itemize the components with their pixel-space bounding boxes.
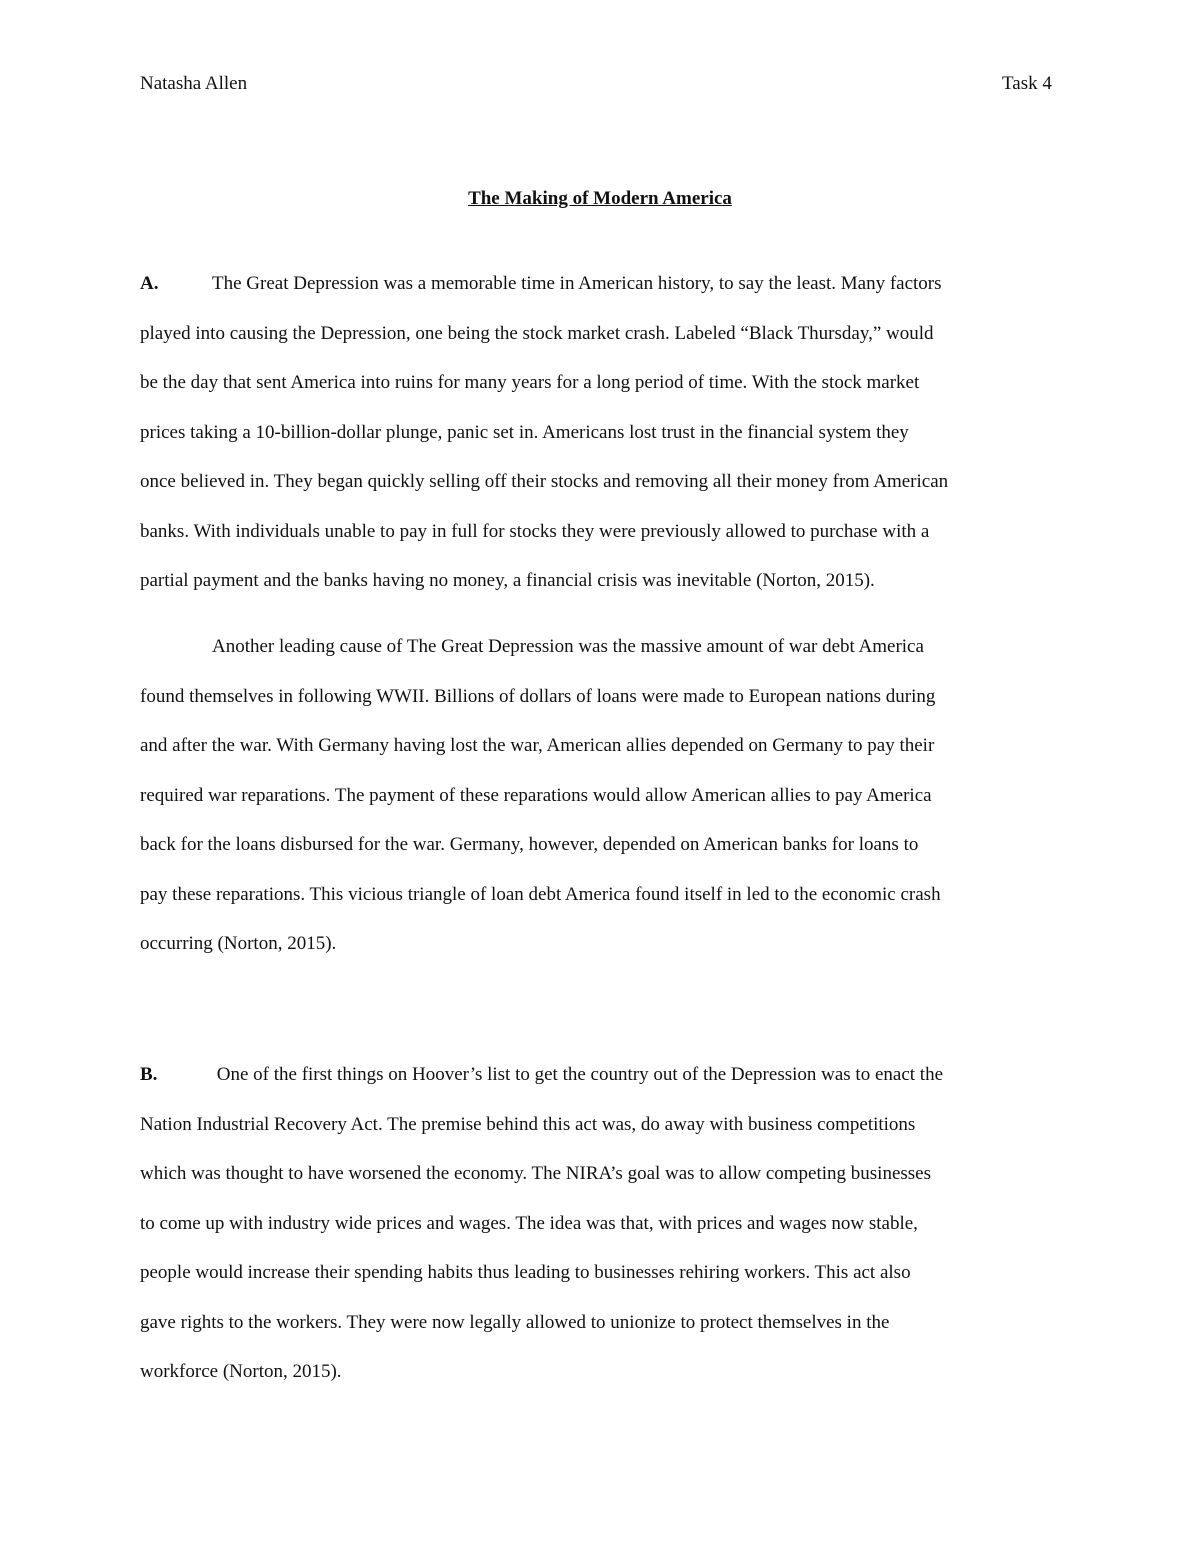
paragraph-line: B. One of the first things on Hoover’s list to get the country out of the Depression was to enact the: [140, 1050, 1060, 1100]
paragraph-line: pay these reparations. This vicious triangle of loan debt America found itself in led to the economic crash: [140, 883, 941, 905]
section-b-paragraph-1: [140, 1050, 1060, 1397]
header-author: Natasha Allen: [140, 73, 248, 94]
section-b-letter: B.: [140, 1064, 158, 1085]
paragraph-line: workforce (Norton, 2015).: [140, 1361, 342, 1382]
paragraph-line: which was thought to have worsened the economy. The NIRA’s goal was to allow competing businesses: [140, 1163, 931, 1184]
paragraph-line: people would increase their spending habits thus leading to businesses rehiring workers. This act also: [140, 1262, 911, 1283]
paragraph-line: Nation Industrial Recovery Act. The premise behind this act was, do away with business competitions: [140, 1113, 916, 1135]
paragraph-line: Another leading cause of The Great Depression was the massive amount of war debt America: [212, 636, 924, 657]
paragraph-line: and after the war. With Germany having lost the war, American allies depended on Germany to pay their: [140, 735, 935, 756]
paragraph-line: banks. With individuals unable to pay in full for stocks they were previously allowed to purchase with a: [140, 520, 930, 542]
header-task: Task 4: [1002, 73, 1052, 94]
paragraph-line: found themselves in following WWII. Billions of dollars of loans were made to European nations during: [140, 685, 936, 707]
paragraph-line: occurring (Norton, 2015).: [140, 933, 337, 954]
paragraph-line: once believed in. They began quickly selling off their stocks and removing all their money from American: [140, 471, 949, 492]
paragraph-line: be the day that sent America into ruins for many years for a long period of time. With the stock market: [140, 372, 920, 393]
document-title: The Making of Modern America: [468, 188, 732, 209]
paragraph-line: gave rights to the workers. They were now legally allowed to unionize to protect themselves in the: [140, 1311, 890, 1333]
paragraph-line: A. The Great Depression was a memorable time in American history, to say the least. Many factors: [140, 259, 1060, 309]
paragraph-line: required war reparations. The payment of these reparations would allow American allies to pay America: [140, 784, 932, 806]
section-a-paragraph-2: [140, 622, 1060, 969]
paragraph-line: to come up with industry wide prices and wages. The idea was that, with prices and wages now stable,: [140, 1212, 918, 1234]
paragraph-line: played into causing the Depression, one being the stock market crash. Labeled “Black Thursday,” would: [140, 322, 934, 344]
section-a-letter: A.: [140, 273, 159, 294]
paragraph-line: back for the loans disbursed for the war. Germany, however, depended on American banks for loans to: [140, 834, 919, 855]
section-a-paragraph-1: [140, 259, 1060, 606]
paragraph-line: partial payment and the banks having no money, a financial crisis was inevitable (Norton, 2015).: [140, 570, 875, 591]
paragraph-line: prices taking a 10-billion-dollar plunge, panic set in. Americans lost trust in the financial system they: [140, 421, 909, 443]
